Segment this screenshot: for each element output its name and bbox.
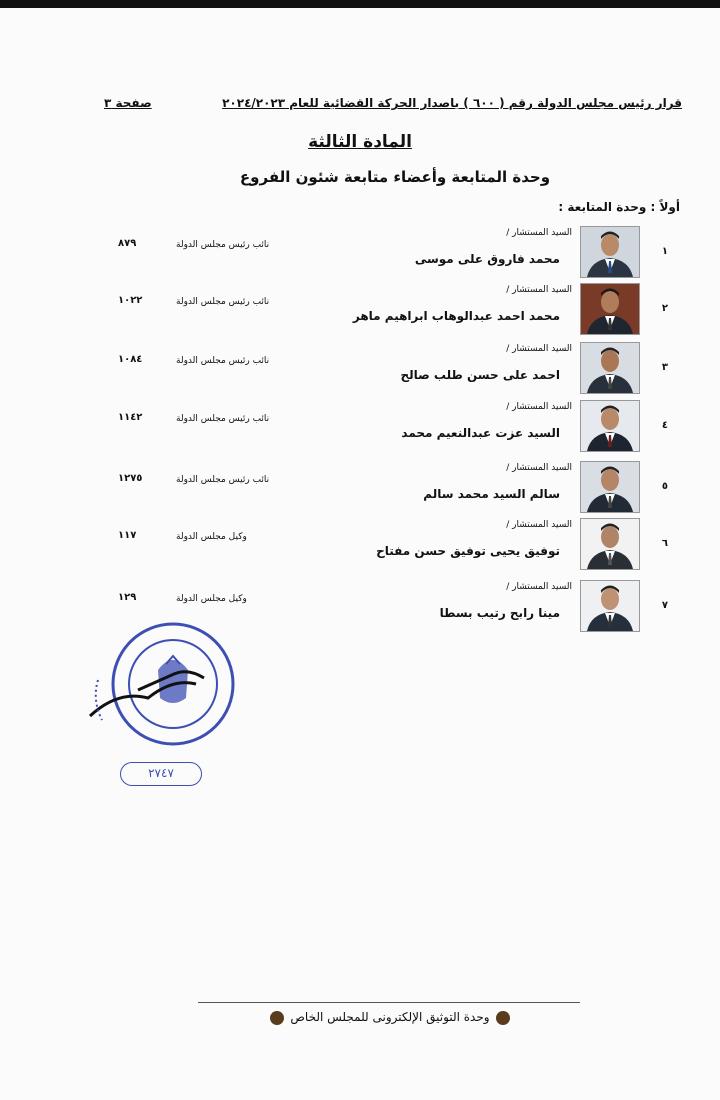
member-honorific: السيد المستشار / [506,463,572,473]
member-honorific: السيد المستشار / [506,402,572,412]
subtitle: وحدة المتابعة وأعضاء متابعة شئون الفروع [239,168,551,186]
member-seniority: ١٢٩ [118,592,137,603]
member-name: سالم السيد محمد سالم [423,487,560,501]
official-stamp [78,620,248,750]
member-photo [580,342,640,394]
member-position: وكيل مجلس الدولة [176,594,247,604]
member-index: ٥ [661,481,668,492]
member-position: نائب رئيس مجلس الدولة [176,475,270,485]
council-logo-icon [270,1011,284,1025]
member-row [0,342,720,400]
page-number: صفحة ٣ [104,96,152,110]
member-honorific: السيد المستشار / [506,285,572,295]
member-row [0,283,720,341]
handwritten-number: ٢٧٤٧ [120,762,202,786]
decision-header: قرار رئيس مجلس الدولة رقم ( ٦٠٠ ) باصدار الحركة القضائية للعام ٢٠٢٤/٢٠٢٣ [222,96,682,110]
member-row [0,461,720,519]
member-position: وكيل مجلس الدولة [176,532,247,542]
member-honorific: السيد المستشار / [506,344,572,354]
member-seniority: ١١٧ [118,530,137,541]
member-name: محمد احمد عبدالوهاب ابراهيم ماهر [352,309,560,323]
footer-text: وحدة التوثيق الإلكترونى للمجلس الخاص [290,1010,490,1024]
member-seniority: ١١٤٢ [118,412,143,423]
top-dark-bar [0,0,720,8]
member-position: نائب رئيس مجلس الدولة [176,297,270,307]
member-photo [580,518,640,570]
member-index: ١ [661,246,668,257]
member-row [0,226,720,284]
member-photo [580,400,640,452]
article-title: المادة الثالثة [308,132,412,152]
member-photo [580,461,640,513]
member-name: توفيق يحيى توفيق حسن مفتاح [376,544,560,558]
member-index: ٣ [661,362,668,373]
footer-divider [198,1002,580,1003]
member-seniority: ١٠٢٢ [118,295,143,306]
member-position: نائب رئيس مجلس الدولة [176,414,270,424]
member-photo [580,580,640,632]
member-name: محمد فاروق على موسى [414,252,560,266]
member-index: ٢ [661,303,668,314]
section-heading: أولاً : وحدة المتابعة : [558,200,680,214]
member-name: احمد على حسن طلب صالح [400,368,560,382]
member-index: ٧ [661,600,668,611]
footer-text-row [0,1010,720,1025]
member-seniority: ٨٧٩ [118,238,137,249]
member-name: مينا رابح رتيب بسطا [439,606,560,620]
member-photo [580,226,640,278]
member-honorific: السيد المستشار / [506,520,572,530]
member-name: السيد عزت عبدالنعيم محمد [401,426,560,440]
member-row [0,518,720,576]
member-honorific: السيد المستشار / [506,582,572,592]
member-seniority: ١٢٧٥ [118,473,143,484]
member-honorific: السيد المستشار / [506,228,572,238]
member-index: ٤ [661,420,668,431]
member-seniority: ١٠٨٤ [118,354,143,365]
member-position: نائب رئيس مجلس الدولة [176,356,270,366]
member-photo [580,283,640,335]
member-position: نائب رئيس مجلس الدولة [176,240,270,250]
member-row [0,400,720,458]
member-index: ٦ [661,538,668,549]
council-logo-icon [496,1011,510,1025]
